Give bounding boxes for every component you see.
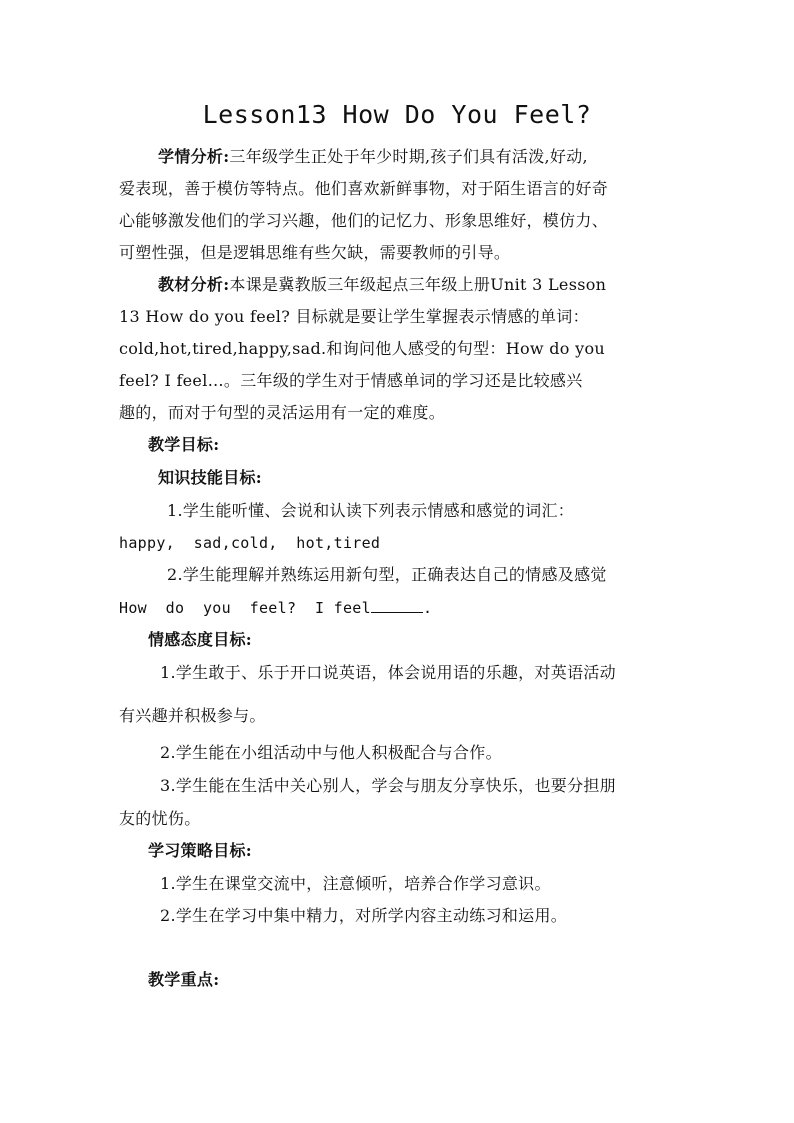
attitude-goals-heading: 情感态度目标: [148, 630, 253, 649]
learning-situation-text: 三年级学生正处于年少时期,孩子们具有活泼,好动, [229, 147, 588, 166]
knowledge-item-1-line-2: happy, sad,cold, hot,tired [119, 534, 381, 552]
key-points-heading: 教学重点: [148, 970, 220, 989]
textbook-analysis-line-2: 13 How do you feel? 目标就是要让学生掌握表示情感的单词： [119, 307, 589, 326]
learning-situation-label: 学情分析: [158, 147, 230, 166]
knowledge-goals-heading: 知识技能目标: [158, 468, 263, 487]
document-title: Lesson13 How Do You Feel? [202, 100, 592, 129]
attitude-item-2: 2.学生能在小组活动中与他人积极配合与合作。 [160, 743, 502, 762]
strategy-goals-heading: 学习策略目标: [148, 841, 253, 860]
attitude-item-1-line-2: 有兴趣并积极参与。 [119, 706, 266, 725]
knowledge-item-2-period: . [422, 599, 433, 617]
knowledge-item-2-sentence: How do you feel? I feel [119, 599, 371, 617]
textbook-analysis-label: 教材分析: [158, 275, 230, 294]
teaching-goals-heading: 教学目标: [148, 435, 220, 454]
strategy-item-1: 1.学生在课堂交流中，注意倾听，培养合作学习意识。 [160, 874, 551, 893]
learning-situation-line-1 [158, 146, 588, 168]
strategy-item-2: 2.学生在学习中集中精力，对所学内容主动练习和运用。 [160, 906, 568, 925]
textbook-analysis-line-1 [158, 274, 606, 296]
knowledge-item-2-line-2 [119, 597, 432, 619]
attitude-item-1-line-1: 1.学生敢于、乐于开口说英语，体会说用语的乐趣，对英语活动 [160, 663, 616, 682]
learning-situation-line-3: 心能够激发他们的学习兴趣，他们的记忆力、形象思维好，模仿力、 [119, 211, 609, 230]
attitude-item-3-line-2: 友的忧伤。 [119, 809, 201, 828]
knowledge-item-2-line-1: 2.学生能理解并熟练运用新句型，正确表达自己的情感及感觉 [167, 565, 607, 584]
attitude-item-3-line-1: 3.学生能在生活中关心别人，学会与朋友分享快乐，也要分担朋 [160, 776, 616, 795]
learning-situation-line-4: 可塑性强，但是逻辑思维有些欠缺，需要教师的引导。 [119, 243, 511, 262]
knowledge-item-1-line-1: 1.学生能听懂、会说和认读下列表示情感和感觉的词汇： [167, 501, 575, 520]
textbook-analysis-line-5: 趣的，而对于句型的灵活运用有一定的难度。 [119, 403, 446, 422]
learning-situation-line-2: 爱表现，善于模仿等特点。他们喜欢新鲜事物，对于陌生语言的好奇 [119, 179, 609, 198]
textbook-analysis-line-4: feel? I feel…。三年级的学生对于情感单词的学习还是比较感兴 [119, 371, 583, 390]
textbook-analysis-line-3: cold,hot,tired,happy,sad.和询问他人感受的句型：How do you [119, 339, 605, 358]
fill-in-blank [371, 598, 423, 613]
textbook-analysis-text: 本课是冀教版三年级起点三年级上册Unit 3 Lesson [229, 275, 607, 294]
